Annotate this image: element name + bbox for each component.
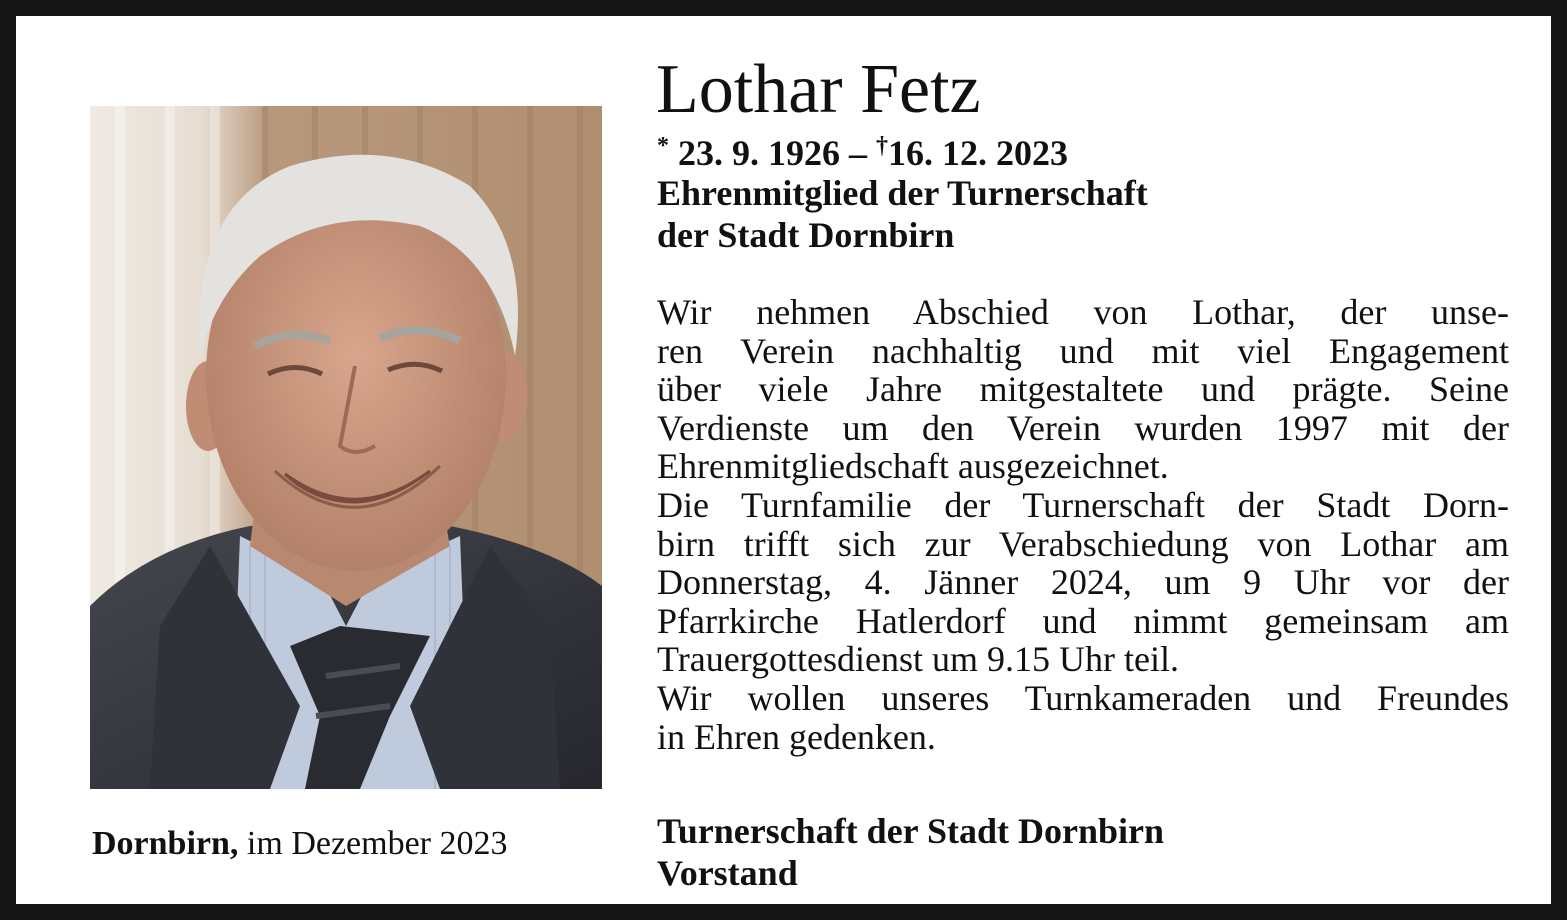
place-name: Dornbirn, bbox=[92, 825, 239, 862]
birth-date: 23. 9. 1926 bbox=[678, 133, 840, 173]
text-line: in Ehren gedenken. bbox=[657, 716, 936, 757]
obituary-text bbox=[657, 293, 1509, 756]
text-line: Wir nehmen Abschied von Lothar, der unse- bbox=[657, 292, 1509, 332]
text-line: Die Turnfamilie der Turnerschaft der Stadt Dorn- bbox=[657, 484, 1509, 525]
honorary-role bbox=[657, 172, 1148, 256]
text-line: Verdienste um den Verein wurden 1997 mit der bbox=[657, 407, 1509, 448]
text-line: über viele Jahre mitgestaltete und prägte. Seine bbox=[657, 369, 1509, 410]
text-line: Trauergottesdienst um 9.15 Uhr teil. bbox=[657, 639, 1179, 680]
text-line: Donnerstag, 4. Jänner 2024, um 9 Uhr vor der bbox=[657, 562, 1509, 603]
date-separator: – bbox=[849, 133, 867, 173]
signature-board: Vorstand bbox=[657, 853, 798, 893]
notice-date: im Dezember 2023 bbox=[246, 825, 508, 862]
text-line: ren Verein nachhaltig und mit viel Engagement bbox=[657, 330, 1509, 371]
portrait-photo bbox=[90, 106, 602, 789]
text-line: Ehrenmitgliedschaft ausgezeichnet. bbox=[657, 446, 1169, 487]
life-dates bbox=[657, 132, 1068, 174]
deceased-name: Lothar Fetz bbox=[656, 51, 981, 128]
death-symbol: † bbox=[876, 133, 888, 159]
birth-symbol: * bbox=[657, 133, 669, 159]
text-line: Wir wollen unseres Turnkameraden und Freundes bbox=[657, 677, 1509, 718]
place-and-date bbox=[92, 822, 612, 866]
death-date: 16. 12. 2023 bbox=[888, 133, 1068, 173]
role-line: Ehrenmitglied der Turnerschaft bbox=[657, 173, 1148, 213]
role-line: der Stadt Dornbirn bbox=[657, 215, 955, 255]
text-line: Pfarrkirche Hatlerdorf und nimmt gemeinsam am bbox=[657, 600, 1509, 641]
text-line: birn trifft sich zur Verabschiedung von Lothar am bbox=[657, 523, 1509, 564]
signature-block bbox=[657, 810, 1164, 894]
signature-organization: Turnerschaft der Stadt Dornbirn bbox=[657, 811, 1165, 851]
